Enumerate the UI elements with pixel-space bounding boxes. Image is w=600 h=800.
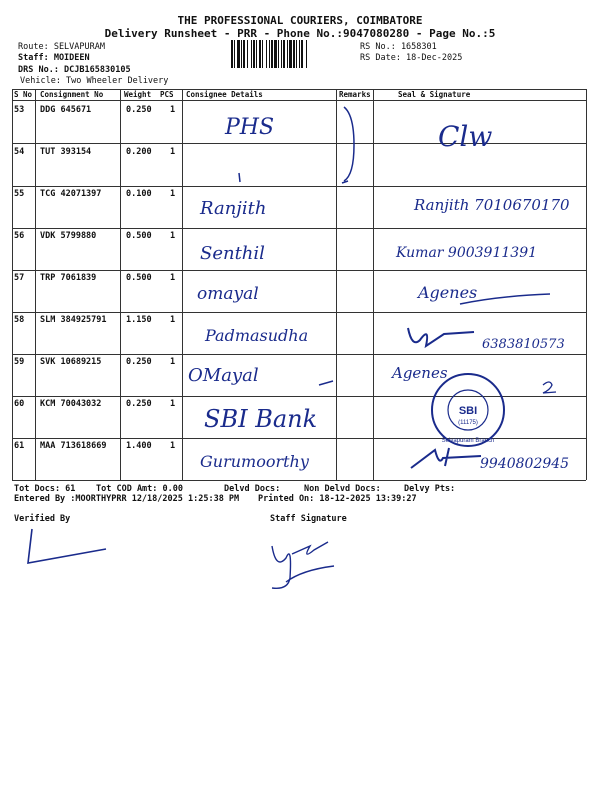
row-pcs: 1 <box>170 231 176 241</box>
col-weight: Weight <box>124 90 152 99</box>
barcode-bar <box>259 40 261 68</box>
row-sno: 55 <box>14 189 25 199</box>
col-seal: Seal & Signature <box>398 90 471 99</box>
row-weight: 1.400 <box>126 441 152 451</box>
row-consignment: DDG 645671 <box>40 105 92 115</box>
row-consignment: TRP 7061839 <box>40 273 97 283</box>
barcode-bar <box>251 40 252 68</box>
row-weight: 0.500 <box>126 273 152 283</box>
row-sno: 59 <box>14 357 25 367</box>
row-weight: 0.250 <box>126 105 152 115</box>
verifier-signature <box>20 525 110 570</box>
row-seal-handwritten: Kumar 9003911391 <box>396 245 538 261</box>
printed-on: Printed On: 18-12-2025 13:39:27 <box>258 494 417 504</box>
row-weight: 0.200 <box>126 147 152 157</box>
staff-label: Staff: MOIDEEN <box>18 53 90 63</box>
row-sno: 53 <box>14 105 25 115</box>
signature-scribble <box>400 320 480 350</box>
barcode-bar <box>237 40 240 68</box>
vehicle-label: Vehicle: Two Wheeler Delivery <box>20 76 169 86</box>
delvd-docs: Delvd Docs: <box>224 484 281 494</box>
rs-date: RS Date: 18-Dec-2025 <box>360 53 463 63</box>
row-seal-handwritten: Ranjith 7010670170 <box>414 196 570 214</box>
company-title: THE PROFESSIONAL COURIERS, COIMBATORE <box>177 14 423 27</box>
row-seal-handwritten: Agenes <box>392 364 448 382</box>
barcode-bar <box>287 40 288 68</box>
row-consignee-handwritten: PHS <box>225 115 275 140</box>
row-pcs: 1 <box>170 441 176 451</box>
row-sno: 56 <box>14 231 25 241</box>
barcode-bar <box>296 40 297 68</box>
bank-seal-stamp <box>428 370 508 450</box>
barcode-bar <box>234 40 235 68</box>
barcode-bar <box>256 40 257 68</box>
row-consignee-handwritten: omayal <box>197 284 259 304</box>
barcode-bar <box>301 40 303 68</box>
row-seal-handwritten: Clw <box>438 120 493 153</box>
stamp-branch: Selvapuram Branch <box>441 438 495 444</box>
barcode-bar <box>241 40 242 68</box>
runsheet-subtitle: Delivery Runsheet - PRR - Phone No.:9047080280 - Page No.:5 <box>104 27 496 40</box>
signature-scribble <box>405 446 485 476</box>
pen-tick-mark <box>235 172 245 186</box>
row-seal-handwritten: 6383810573 <box>482 337 565 352</box>
row-pcs: 1 <box>170 357 176 367</box>
barcode-bar <box>271 40 273 68</box>
barcode-bar <box>278 40 279 68</box>
barcode-bar <box>269 40 270 68</box>
barcode-bar <box>281 40 282 68</box>
row-consignee-handwritten: OMayal <box>188 365 259 386</box>
stamp-code: (11175) <box>458 420 478 426</box>
barcode-bar <box>253 40 255 68</box>
row-pcs: 1 <box>170 189 176 199</box>
row-pcs: 1 <box>170 315 176 325</box>
row-pcs: 1 <box>170 105 176 115</box>
row-consignee-handwritten: Padmasudha <box>205 326 309 345</box>
barcode-bar <box>306 40 307 68</box>
row-weight: 1.150 <box>126 315 152 325</box>
barcode-bar <box>266 40 267 68</box>
staff-signature <box>262 530 342 595</box>
pen-dash-mark <box>318 378 336 388</box>
barcode-bar <box>289 40 292 68</box>
non-delvd-docs: Non Delvd Docs: <box>304 484 381 494</box>
row-sno: 54 <box>14 147 25 157</box>
row-pcs: 1 <box>170 147 176 157</box>
row-consignment: SLM 384925791 <box>40 315 107 325</box>
barcode-bar <box>283 40 285 68</box>
row-weight: 0.500 <box>126 231 152 241</box>
row-consignee-handwritten: Ranjith <box>200 198 267 219</box>
signature-stroke <box>458 292 553 310</box>
col-sno: S No <box>14 90 33 99</box>
staff-signature-label: Staff Signature <box>270 514 347 524</box>
barcode-bar <box>274 40 277 68</box>
col-consignee: Consignee Details <box>186 90 263 99</box>
barcode-bar <box>247 40 248 68</box>
row-sno: 61 <box>14 441 25 451</box>
row-consignee-handwritten: Gurumoorthy <box>200 452 309 471</box>
row-sno: 60 <box>14 399 25 409</box>
tot-cod-amt: Tot COD Amt: 0.00 <box>96 484 183 494</box>
row-consignee-handwritten: SBI Bank <box>204 405 318 433</box>
row-consignment: SVK 10689215 <box>40 357 102 367</box>
row-seal-handwritten: Agenes <box>418 283 478 302</box>
tot-docs: Tot Docs: 61 <box>14 484 76 494</box>
row-sno: 57 <box>14 273 25 283</box>
row-consignment: VDK 5799880 <box>40 231 97 241</box>
col-consignment: Consignment No <box>40 90 104 99</box>
row-consignment: MAA 713618669 <box>40 441 107 451</box>
barcode-bar <box>293 40 295 68</box>
row-pcs: 1 <box>170 273 176 283</box>
row-consignment: KCM 70043032 <box>40 399 102 409</box>
row-weight: 0.100 <box>126 189 152 199</box>
row-consignment: TUT 393154 <box>40 147 92 157</box>
route-label: Route: SELVAPURAM <box>18 42 105 52</box>
pen-numeral-2 <box>540 380 560 396</box>
col-remarks: Remarks <box>339 90 371 99</box>
row-seal-handwritten: 9940802945 <box>480 456 570 472</box>
row-consignee-handwritten: Senthil <box>200 243 265 264</box>
col-pcs: PCS <box>160 90 174 99</box>
row-weight: 0.250 <box>126 357 152 367</box>
barcode-bar <box>262 40 263 68</box>
row-weight: 0.250 <box>126 399 152 409</box>
stamp-text: SBI <box>458 405 478 417</box>
barcode-bar <box>243 40 245 68</box>
barcode-bar <box>231 40 233 68</box>
rs-no: RS No.: 1658301 <box>360 42 437 52</box>
delvy-pts: Delvy Pts: <box>404 484 456 494</box>
row-consignment: TCG 42071397 <box>40 189 102 199</box>
remarks-bracket-mark <box>340 105 370 185</box>
barcode <box>230 40 355 68</box>
drs-label: DRS No.: DCJB165830105 <box>18 65 131 75</box>
barcode-bar <box>299 40 300 68</box>
row-pcs: 1 <box>170 399 176 409</box>
verified-by-label: Verified By <box>14 514 71 524</box>
row-sno: 58 <box>14 315 25 325</box>
entered-by: Entered By :MOORTHYPRR 12/18/2025 1:25:38 PM <box>14 494 240 504</box>
